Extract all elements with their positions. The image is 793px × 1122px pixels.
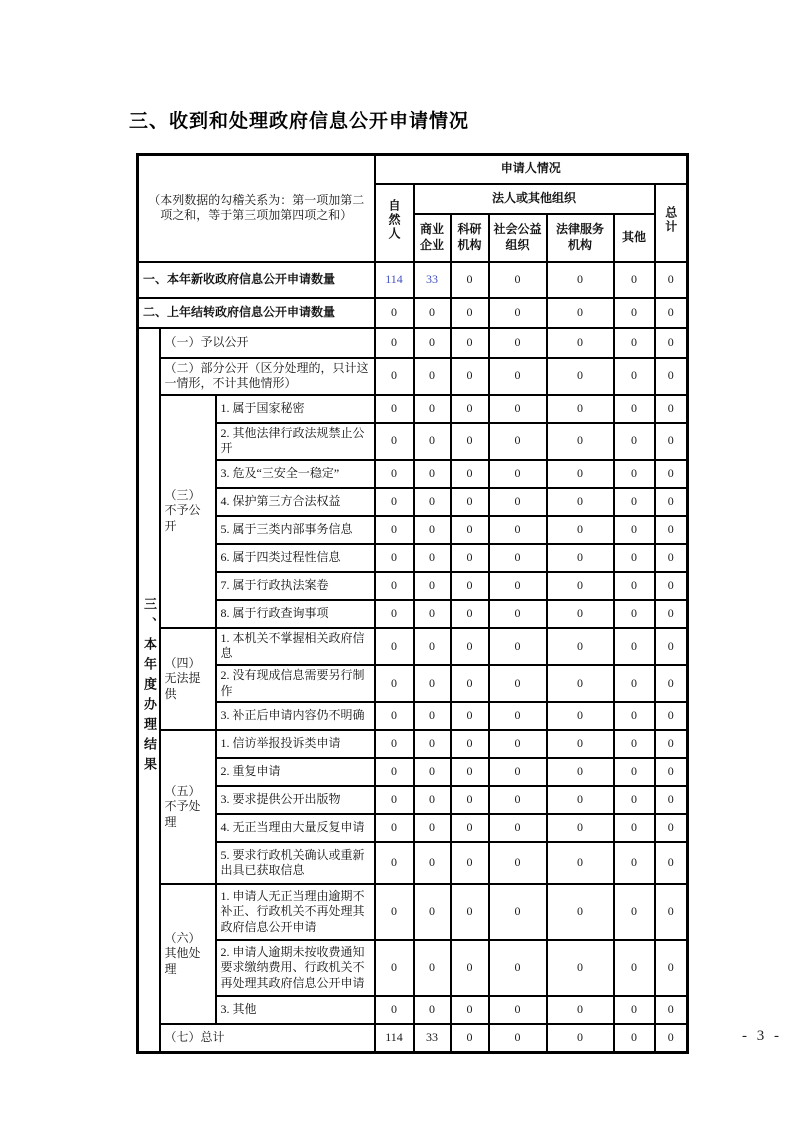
value-cell: 0 — [614, 702, 655, 730]
value-cell: 0 — [655, 544, 688, 572]
value-cell: 0 — [614, 572, 655, 600]
value-cell: 0 — [489, 328, 547, 358]
value-cell: 0 — [614, 262, 655, 298]
value-cell: 0 — [414, 395, 451, 423]
value-cell: 0 — [414, 786, 451, 814]
value-cell: 0 — [547, 488, 614, 516]
table-row — [138, 628, 688, 665]
value-cell: 0 — [451, 544, 489, 572]
value-cell: 0 — [414, 423, 451, 460]
value-cell: 0 — [489, 814, 547, 842]
value-cell: 0 — [375, 488, 414, 516]
value-cell: 0 — [547, 423, 614, 460]
value-cell: 0 — [489, 842, 547, 884]
value-cell: 0 — [547, 758, 614, 786]
value-cell: 0 — [451, 996, 489, 1024]
header-natural-person — [375, 184, 414, 262]
table-row — [138, 516, 688, 544]
value-cell: 0 — [489, 628, 547, 665]
value-cell: 0 — [489, 665, 547, 702]
value-cell: 0 — [655, 572, 688, 600]
value-cell: 0 — [451, 262, 489, 298]
total-label: 总计 — [663, 206, 678, 235]
value-cell: 0 — [655, 814, 688, 842]
page-number: - 3 - — [742, 1028, 782, 1044]
value-cell: 0 — [375, 395, 414, 423]
value-cell: 0 — [614, 842, 655, 884]
value-cell: 0 — [614, 358, 655, 395]
value-cell: 114 — [375, 262, 414, 298]
value-cell: 0 — [414, 516, 451, 544]
value-cell: 0 — [375, 298, 414, 328]
value-cell: 0 — [489, 1024, 547, 1052]
value-cell: 0 — [655, 702, 688, 730]
value-cell: 0 — [547, 395, 614, 423]
value-cell: 0 — [489, 488, 547, 516]
row-label-new-applications: 一、本年新收政府信息公开申请数量 — [138, 262, 375, 298]
value-cell: 0 — [655, 395, 688, 423]
group-label-granted: （一）予以公开 — [160, 328, 375, 358]
item-label: 2. 重复申请 — [216, 758, 375, 786]
value-cell: 0 — [655, 730, 688, 758]
value-cell: 0 — [451, 460, 489, 488]
header-total — [655, 184, 688, 262]
item-label: 1. 本机关不掌握相关政府信息 — [216, 628, 375, 665]
value-cell: 0 — [614, 758, 655, 786]
value-cell: 0 — [614, 730, 655, 758]
value-cell: 0 — [451, 665, 489, 702]
item-label: 3. 危及“三安全一稳定” — [216, 460, 375, 488]
item-label: 5. 属于三类内部事务信息 — [216, 516, 375, 544]
value-cell: 0 — [614, 516, 655, 544]
value-cell: 0 — [655, 516, 688, 544]
value-cell: 0 — [655, 758, 688, 786]
value-cell: 0 — [614, 298, 655, 328]
value-cell: 0 — [655, 786, 688, 814]
group-label-other-handling: （六）其他处理 — [160, 884, 216, 1024]
item-label: 6. 属于四类过程性信息 — [216, 544, 375, 572]
value-cell: 114 — [375, 1024, 414, 1052]
value-cell: 0 — [655, 460, 688, 488]
value-cell: 0 — [655, 628, 688, 665]
value-cell: 0 — [547, 516, 614, 544]
value-cell: 0 — [489, 423, 547, 460]
value-cell: 0 — [375, 814, 414, 842]
value-cell: 0 — [614, 395, 655, 423]
value-cell: 0 — [547, 786, 614, 814]
group-label-not-disclosed: （三）不予公开 — [160, 395, 216, 628]
value-cell: 0 — [489, 940, 547, 996]
value-cell: 0 — [614, 884, 655, 940]
value-cell: 0 — [547, 358, 614, 395]
item-label: 1. 属于国家秘密 — [216, 395, 375, 423]
value-cell: 0 — [414, 460, 451, 488]
value-cell: 0 — [547, 730, 614, 758]
value-cell: 0 — [451, 702, 489, 730]
table-corner-note: （本列数据的勾稽关系为：第一项加第二项之和，等于第三项加第四项之和） — [138, 155, 375, 262]
value-cell: 0 — [451, 628, 489, 665]
value-cell: 0 — [414, 842, 451, 884]
header-applicant-status: 申请人情况 — [375, 155, 688, 184]
group-label-unable-to-provide: （四）无法提供 — [160, 628, 216, 730]
value-cell: 0 — [655, 423, 688, 460]
value-cell: 0 — [414, 940, 451, 996]
item-label: 1. 信访举报投诉类申请 — [216, 730, 375, 758]
table-row — [138, 884, 688, 940]
value-cell: 0 — [614, 628, 655, 665]
value-cell: 0 — [655, 1024, 688, 1052]
group-label-grand-total: （七）总计 — [160, 1024, 375, 1052]
value-cell: 0 — [451, 884, 489, 940]
section-vertical-label: 三、本年度办理结果 — [142, 597, 157, 778]
value-cell: 0 — [489, 262, 547, 298]
table-row — [138, 395, 688, 423]
value-cell: 0 — [614, 488, 655, 516]
value-cell: 0 — [414, 298, 451, 328]
value-cell: 0 — [451, 842, 489, 884]
value-cell: 0 — [547, 996, 614, 1024]
value-cell: 0 — [451, 786, 489, 814]
value-cell: 0 — [655, 262, 688, 298]
value-cell: 0 — [375, 996, 414, 1024]
value-cell: 0 — [489, 460, 547, 488]
value-cell: 0 — [655, 358, 688, 395]
table-row — [138, 996, 688, 1024]
group-label-partially-disclosed: （二）部分公开（区分处理的，只计这一情形，不计其他情形） — [160, 358, 375, 395]
value-cell: 33 — [414, 1024, 451, 1052]
value-cell: 0 — [489, 358, 547, 395]
value-cell: 0 — [414, 600, 451, 628]
value-cell: 0 — [451, 1024, 489, 1052]
header-legal-service-agency: 法律服务机构 — [547, 214, 614, 262]
value-cell: 0 — [655, 298, 688, 328]
section-vertical-label-cell — [138, 328, 160, 1053]
value-cell: 0 — [489, 600, 547, 628]
value-cell: 0 — [375, 358, 414, 395]
table-row — [138, 460, 688, 488]
value-cell: 0 — [547, 842, 614, 884]
value-cell: 0 — [547, 328, 614, 358]
item-label: 7. 属于行政执法案卷 — [216, 572, 375, 600]
natural-person-label: 自然人 — [387, 199, 402, 242]
page-title: 三、收到和处理政府信息公开申请情况 — [129, 111, 470, 132]
value-cell: 0 — [547, 940, 614, 996]
value-cell: 0 — [451, 814, 489, 842]
value-cell: 0 — [414, 884, 451, 940]
table-row — [138, 814, 688, 842]
value-cell: 0 — [547, 298, 614, 328]
value-cell: 0 — [547, 460, 614, 488]
value-cell: 0 — [414, 665, 451, 702]
table-row — [138, 758, 688, 786]
table-row — [138, 298, 688, 328]
value-cell: 0 — [451, 423, 489, 460]
item-label: 4. 无正当理由大量反复申请 — [216, 814, 375, 842]
value-cell: 0 — [414, 758, 451, 786]
value-cell: 0 — [414, 358, 451, 395]
value-cell: 0 — [375, 665, 414, 702]
item-label: 3. 其他 — [216, 996, 375, 1024]
value-cell: 0 — [451, 516, 489, 544]
value-cell: 0 — [451, 298, 489, 328]
value-cell: 0 — [489, 786, 547, 814]
table-row — [138, 488, 688, 516]
value-cell: 0 — [614, 996, 655, 1024]
value-cell: 0 — [489, 730, 547, 758]
value-cell: 0 — [547, 665, 614, 702]
value-cell: 0 — [614, 940, 655, 996]
value-cell: 0 — [414, 702, 451, 730]
header-other: 其他 — [614, 214, 655, 262]
value-cell: 0 — [375, 423, 414, 460]
value-cell: 0 — [547, 814, 614, 842]
value-cell: 0 — [547, 1024, 614, 1052]
value-cell: 0 — [375, 328, 414, 358]
item-label: 2. 其他法律行政法规禁止公开 — [216, 423, 375, 460]
item-label: 5. 要求行政机关确认或重新出具已获取信息 — [216, 842, 375, 884]
table-row — [138, 358, 688, 395]
value-cell: 0 — [414, 328, 451, 358]
value-cell: 0 — [375, 702, 414, 730]
value-cell: 0 — [451, 358, 489, 395]
value-cell: 0 — [375, 572, 414, 600]
value-cell: 0 — [655, 328, 688, 358]
header-research-institution: 科研机构 — [451, 214, 489, 262]
value-cell: 0 — [655, 940, 688, 996]
value-cell: 0 — [375, 940, 414, 996]
item-label: 4. 保护第三方合法权益 — [216, 488, 375, 516]
value-cell: 0 — [375, 884, 414, 940]
value-cell: 0 — [451, 600, 489, 628]
value-cell: 0 — [547, 628, 614, 665]
value-cell: 0 — [375, 600, 414, 628]
value-cell: 0 — [414, 730, 451, 758]
table-row — [138, 842, 688, 884]
table-row — [138, 1024, 688, 1052]
table-row — [138, 600, 688, 628]
value-cell: 0 — [547, 572, 614, 600]
item-label: 2. 没有现成信息需要另行制作 — [216, 665, 375, 702]
value-cell: 0 — [375, 460, 414, 488]
value-cell: 0 — [414, 628, 451, 665]
value-cell: 0 — [614, 786, 655, 814]
value-cell: 0 — [451, 488, 489, 516]
info-disclosure-table — [136, 153, 689, 1054]
value-cell: 0 — [655, 665, 688, 702]
value-cell: 0 — [489, 996, 547, 1024]
value-cell: 0 — [451, 395, 489, 423]
value-cell: 0 — [375, 628, 414, 665]
value-cell: 0 — [614, 544, 655, 572]
value-cell: 0 — [451, 940, 489, 996]
value-cell: 0 — [414, 488, 451, 516]
row-label-carried-over: 二、上年结转政府信息公开申请数量 — [138, 298, 375, 328]
value-cell: 0 — [655, 600, 688, 628]
item-label: 3. 要求提供公开出版物 — [216, 786, 375, 814]
value-cell: 0 — [489, 884, 547, 940]
value-cell: 0 — [489, 516, 547, 544]
value-cell: 0 — [489, 572, 547, 600]
header-social-welfare-org: 社会公益组织 — [489, 214, 547, 262]
value-cell: 0 — [614, 1024, 655, 1052]
table-row — [138, 702, 688, 730]
item-label: 3. 补正后申请内容仍不明确 — [216, 702, 375, 730]
table-row — [138, 572, 688, 600]
table-row — [138, 940, 688, 996]
value-cell: 0 — [547, 262, 614, 298]
value-cell: 0 — [547, 544, 614, 572]
value-cell: 0 — [414, 572, 451, 600]
value-cell: 0 — [414, 814, 451, 842]
table-row — [138, 155, 688, 184]
table-row — [138, 423, 688, 460]
value-cell: 0 — [375, 842, 414, 884]
value-cell: 0 — [614, 600, 655, 628]
value-cell: 0 — [489, 758, 547, 786]
value-cell: 33 — [414, 262, 451, 298]
table-row — [138, 730, 688, 758]
value-cell: 0 — [614, 460, 655, 488]
value-cell: 0 — [547, 600, 614, 628]
value-cell: 0 — [614, 328, 655, 358]
value-cell: 0 — [489, 544, 547, 572]
value-cell: 0 — [489, 395, 547, 423]
table-row — [138, 328, 688, 358]
value-cell: 0 — [614, 814, 655, 842]
value-cell: 0 — [655, 488, 688, 516]
item-label: 2. 申请人逾期未按收费通知要求缴纳费用、行政机关不再处理其政府信息公开申请 — [216, 940, 375, 996]
table-row — [138, 786, 688, 814]
value-cell: 0 — [489, 298, 547, 328]
value-cell: 0 — [414, 544, 451, 572]
value-cell: 0 — [414, 996, 451, 1024]
value-cell: 0 — [547, 884, 614, 940]
value-cell: 0 — [655, 884, 688, 940]
value-cell: 0 — [655, 996, 688, 1024]
table-row — [138, 665, 688, 702]
header-commercial-enterprise: 商业企业 — [414, 214, 451, 262]
table-row — [138, 544, 688, 572]
value-cell: 0 — [451, 730, 489, 758]
group-label-not-processed: （五）不予处理 — [160, 730, 216, 884]
value-cell: 0 — [375, 730, 414, 758]
item-label: 1. 申请人无正当理由逾期不补正、行政机关不再处理其政府信息公开申请 — [216, 884, 375, 940]
value-cell: 0 — [451, 328, 489, 358]
value-cell: 0 — [547, 702, 614, 730]
value-cell: 0 — [375, 516, 414, 544]
table-row — [138, 262, 688, 298]
header-legal-other-org: 法人或其他组织 — [414, 184, 655, 214]
value-cell: 0 — [451, 572, 489, 600]
value-cell: 0 — [489, 702, 547, 730]
value-cell: 0 — [375, 786, 414, 814]
value-cell: 0 — [375, 758, 414, 786]
value-cell: 0 — [614, 423, 655, 460]
value-cell: 0 — [614, 665, 655, 702]
value-cell: 0 — [655, 842, 688, 884]
item-label: 8. 属于行政查询事项 — [216, 600, 375, 628]
value-cell: 0 — [451, 758, 489, 786]
value-cell: 0 — [375, 544, 414, 572]
